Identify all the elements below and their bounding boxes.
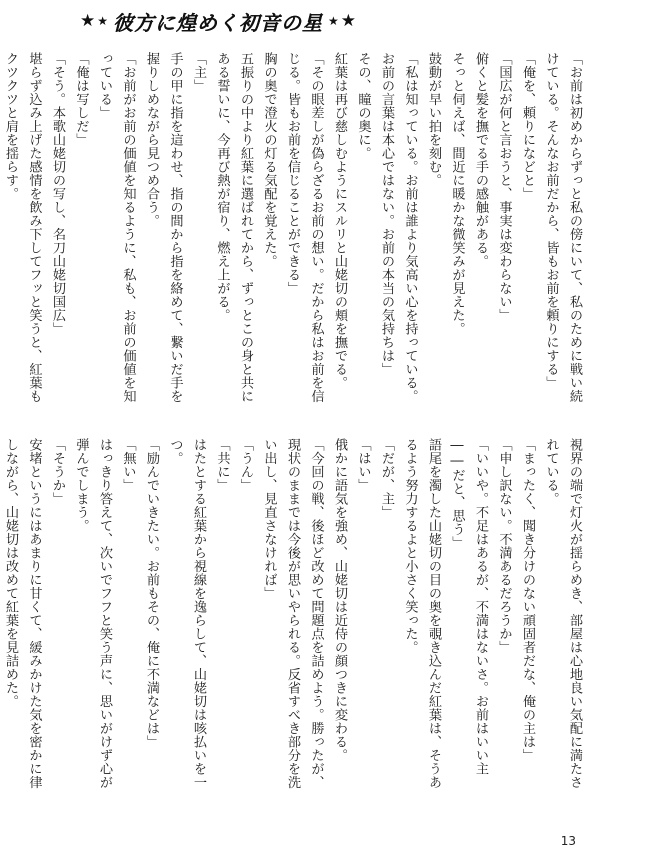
paragraph: 「俺を、頼りになどと」	[520, 52, 535, 201]
paragraph: 「主」	[191, 52, 206, 93]
series-title: 彼方に煌めく初音の星	[113, 10, 324, 35]
page-number: 13	[560, 834, 576, 848]
paragraph: 紅葉は再び慈しむようにスルリと山姥切の頬を撫でる。	[332, 52, 347, 390]
paragraph: 俄かに語気を強め、山姥切は近侍の顔つきに変わる。	[332, 438, 347, 762]
paragraph: 「今回の戦、後ほど改めて問題点を詰めよう。勝ったが、現状のままでは今後が思いやられる。反省すべき部分を洗い出し、見直さなければ」	[261, 438, 324, 789]
paragraph: 「俺は写しだ」	[73, 52, 89, 147]
text-block-upper	[3, 52, 586, 412]
paragraph: 安堵というにはあまりに甘くて、緩みかけた気を密かに律しながら、山姥切は改めて紅葉を見詰めた。	[3, 438, 42, 789]
paragraph: 手の甲に指を這わせ、指の間から指を絡めて、繋いだ手を握りしめながら見つめ合う。	[144, 52, 183, 403]
star-icon: ★	[97, 14, 109, 28]
paragraph: 「そう。本歌山姥切の写し、名刀山姥切国広」	[50, 52, 65, 336]
paragraph: 「申し訳ない。不満あるだろうか」	[496, 438, 512, 654]
paragraph: 「その眼差しが偽らざるお前の想い。だから私はお前を信じる。皆もお前を信じることができる」	[285, 52, 324, 403]
paragraph: 「そうか」	[50, 438, 65, 506]
paragraph: はっきり答えて、次いでフフと笑う声に、思いがけず心が弾んでしまう。	[73, 438, 112, 789]
paragraph: 視界の端で灯火が揺らめき、部屋は心地良い気配に満たされている。	[543, 438, 582, 789]
paragraph: 五振りの中より紅葉に選ばれてから、ずっとこの身と共にある誓いに、今再び熱が宿り、燃え上がる。	[214, 52, 253, 403]
paragraph: そっと伺えば、間近に暖かな微笑みが見えた。	[449, 52, 465, 336]
paragraph: 鼓動が早い拍を刻む。	[426, 52, 441, 187]
paragraph: 「国広が何と言おうと、事実は変わらない」	[496, 52, 512, 322]
paragraph: その、瞳の奥に。	[355, 52, 371, 160]
paragraph: 「無い」	[120, 438, 136, 492]
paragraph: 「いいや。不足はあるが、不満はないさ。お前はいい主――だと、思う」	[449, 438, 488, 776]
paragraph: 胸の奥で澄火の灯る気配を覚えた。	[261, 52, 277, 268]
star-icon: ★	[328, 14, 339, 28]
paragraph: 語尾を濁した山姥切の目の奥を覗き込んだ紅葉は、そうあるよう努力するよと小さく笑った。	[402, 438, 441, 789]
star-icon: ★	[80, 10, 96, 31]
paragraph: 「私は知っている。お前は誰より気高い心を持っている。お前の言葉は本心ではない。お前の本当の気持ちは」	[379, 52, 418, 403]
paragraph: 「だが、主」	[379, 438, 394, 519]
paragraph: 堪らず込み上げた感情を飲み下してフッと笑うと、紅葉もクツクツと肩を揺らす。	[3, 52, 42, 403]
paragraph: 「はい」	[355, 438, 371, 492]
paragraph: はたとする紅葉から視線を逸らして、山姥切は咳払いを一つ。	[167, 438, 206, 789]
paragraph: 「共に」	[214, 438, 230, 492]
text-block-lower	[3, 438, 586, 800]
paragraph: 俯くと髪を撫でる手の感触がある。	[473, 52, 488, 268]
running-header	[80, 6, 356, 36]
paragraph: 「励んでいきたい。お前もその、俺に不満などは」	[144, 438, 159, 749]
paragraph: 「お前は初めからずっと私の傍にいて、私のために戦い続けている。そんなお前だから、皆もお前を頼りにする」	[543, 52, 582, 403]
paragraph: 「まったく、聞き分けのない頑固者だな、俺の主は」	[520, 438, 535, 762]
paragraph: 「うん」	[238, 438, 253, 492]
star-icon: ★	[340, 10, 357, 31]
paragraph: 「お前がお前の価値を知るように、私も、お前の価値を知っている」	[97, 52, 136, 403]
